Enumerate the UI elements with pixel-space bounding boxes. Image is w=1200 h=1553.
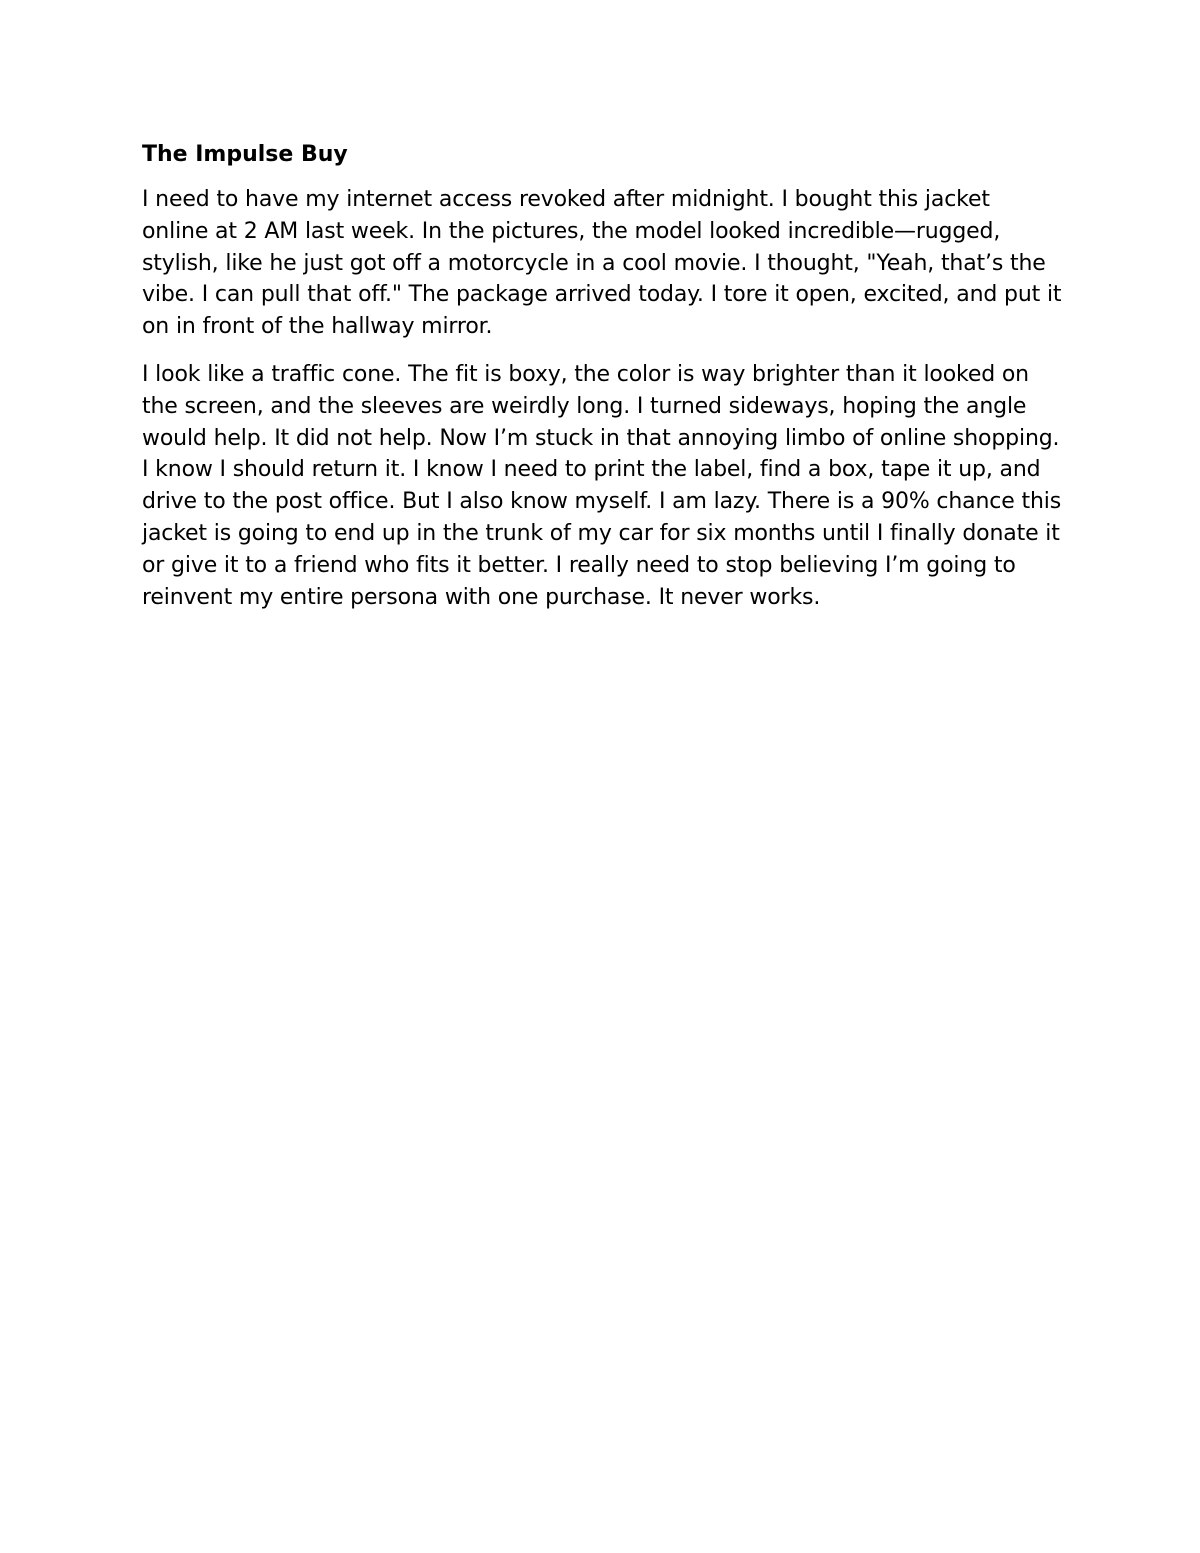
paragraph-1: I need to have my internet access revoked after midnight. I bought this jacket online at 2 AM last week. In the pictures, the model looked incredible—rugged, stylish, like he just got off a motorcycle in a cool movie. I thought, "Yeah, that’s the vibe. I can pull that off." The package arrived today. I tore it open, excited, and put it on in front of the hallway mirror. — [142, 187, 1062, 340]
paragraph-2: I look like a traffic cone. The fit is boxy, the color is way brighter than it looked on the screen, and the sleeves are weirdly long. I turned sideways, hoping the angle would help. It did not help. Now I’m stuck in that annoying limbo of online shopping. I know I should return it. I know I need to print the label, find a box, tape it up, and drive to the post office. But I also know myself. I am lazy. There is a 90% chance this jacket is going to end up in the trunk of my car for six months until I finally donate it or give it to a friend who fits it better. I really need to stop believing I’m going to reinvent my entire persona with one purchase. It never works. — [142, 361, 1062, 610]
document-title: The Impulse Buy — [142, 142, 348, 167]
document-body — [142, 138, 1062, 629]
